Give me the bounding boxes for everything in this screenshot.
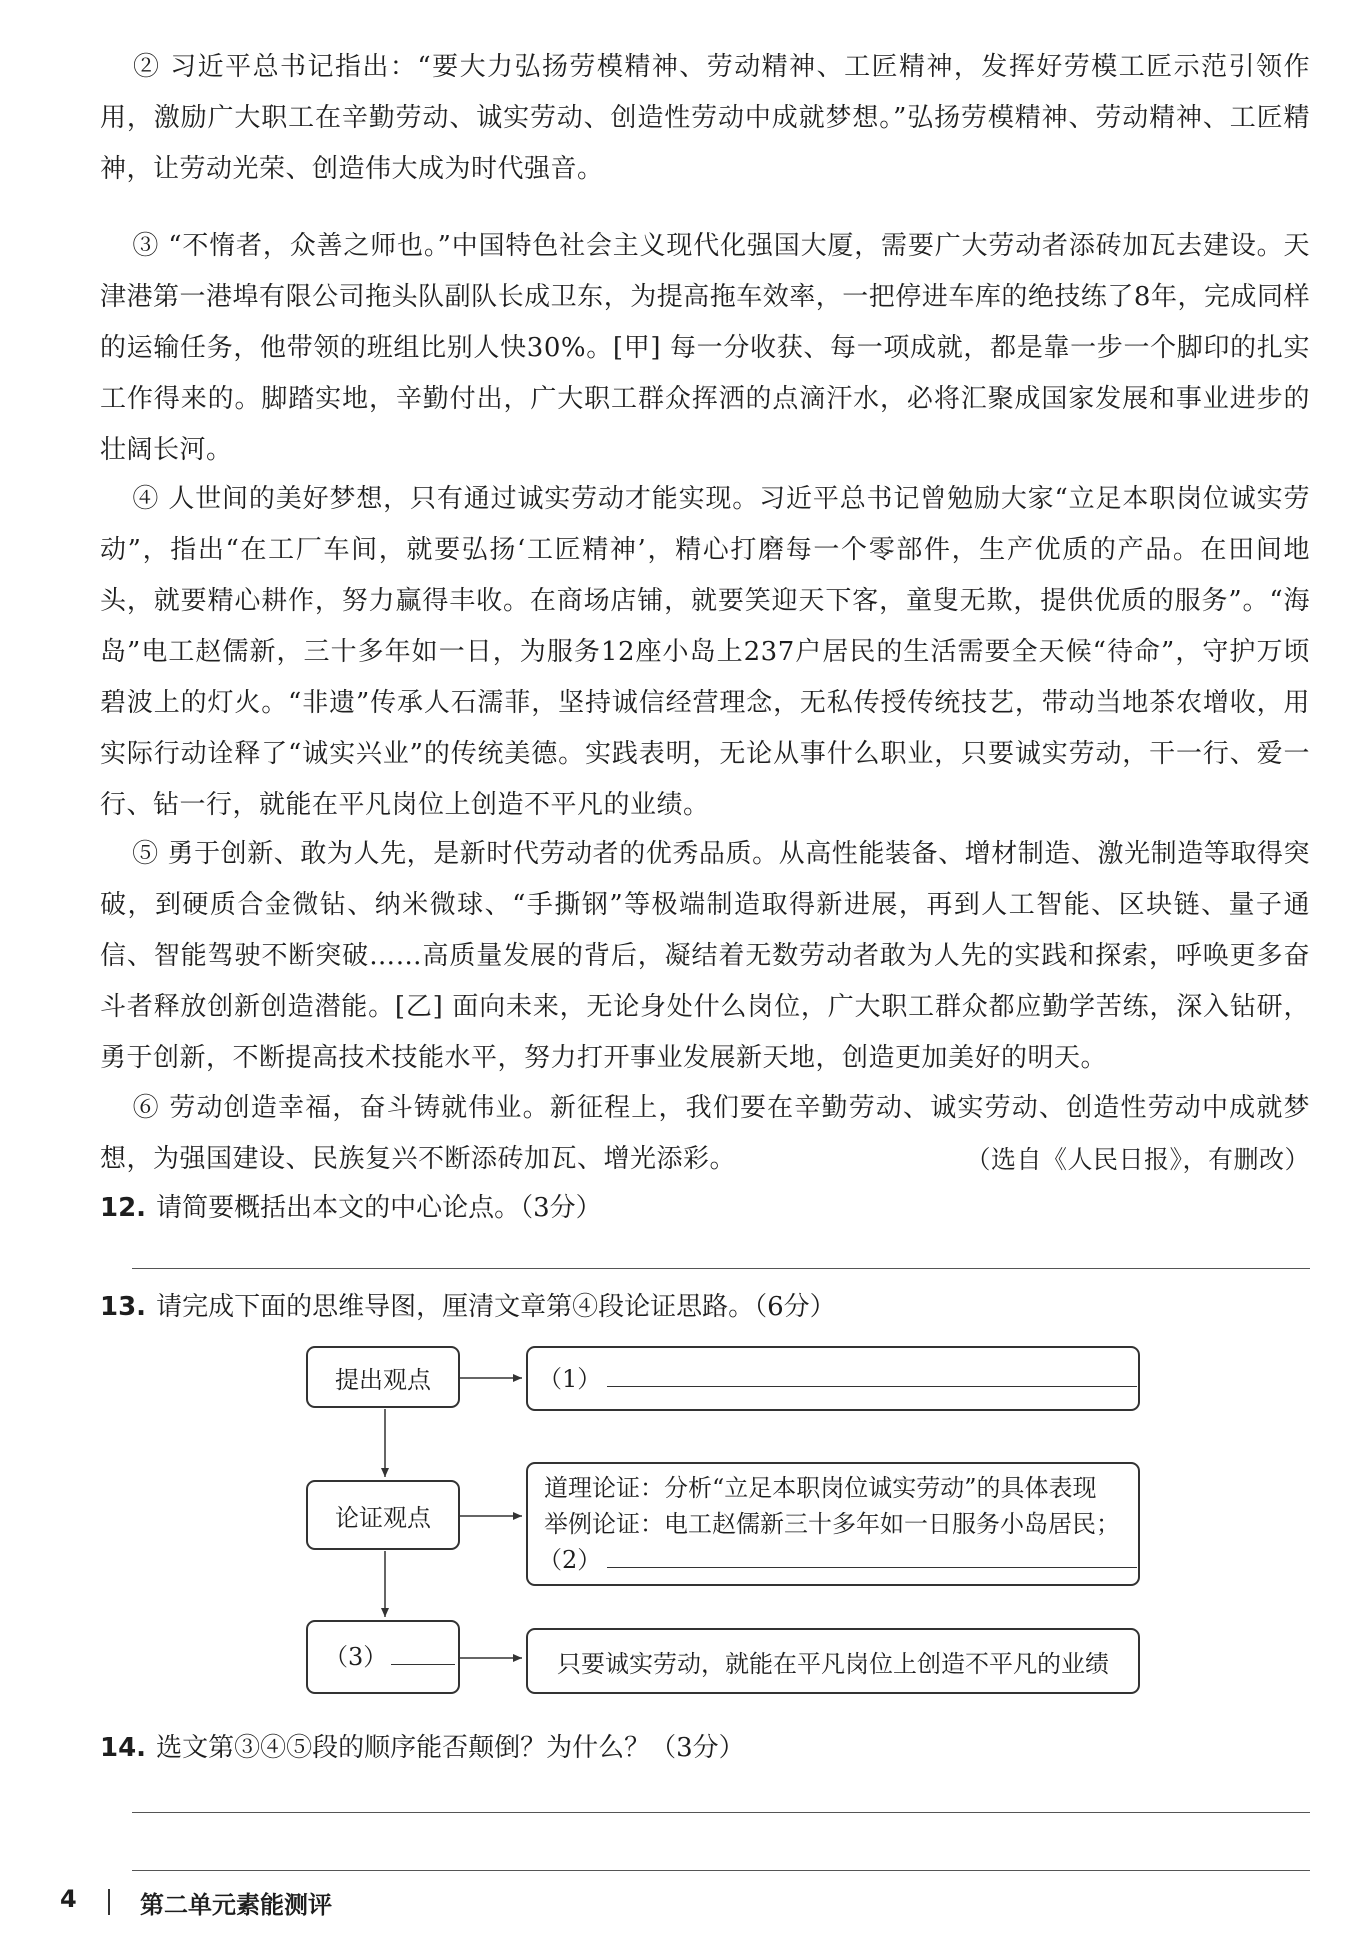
blank-2-row[interactable] xyxy=(538,1542,1122,1578)
reasoning-line: 道理论证：分析“立足本职岗位诚实劳动”的具体表现 xyxy=(544,1474,1097,1502)
box-label: 提出观点 xyxy=(335,1365,431,1394)
question-text: 选文第③④⑤段的顺序能否颠倒？为什么？（3分） xyxy=(156,1733,745,1763)
paragraph-marker: ③ xyxy=(132,231,160,261)
propose-viewpoint-box xyxy=(306,1346,460,1408)
paragraph-marker: ⑤ xyxy=(132,839,159,869)
paragraph-2 xyxy=(100,42,1310,195)
source-note: （选自《人民日报》，有删改） xyxy=(965,1145,1310,1174)
paragraph-4 xyxy=(100,474,1310,831)
blank-1-box[interactable] xyxy=(526,1346,1140,1411)
blank-1-line[interactable] xyxy=(607,1362,1137,1387)
answer-line-14a[interactable] xyxy=(132,1812,1310,1813)
question-12 xyxy=(100,1188,1310,1228)
paragraph-text: 劳动创造幸福，奋斗铸就伟业。新征程上，我们要在辛勤劳动、诚实劳动、创造性劳动中成就梦想，为强国建设、民族复兴不断添砖加瓦、增光添彩。 xyxy=(100,1093,1310,1174)
unit-name: 第二单元素能测评 xyxy=(140,1891,332,1919)
blank-3-label: （3） xyxy=(324,1643,388,1671)
paragraph-marker: ② xyxy=(132,52,161,82)
blank-1-label: （1） xyxy=(538,1365,602,1393)
box-label: 论证观点 xyxy=(335,1503,431,1532)
paragraph-3 xyxy=(100,221,1310,476)
question-text: 请简要概括出本文的中心论点。（3分） xyxy=(156,1193,602,1223)
paragraph-6 xyxy=(100,1083,1310,1185)
question-number: 14. xyxy=(100,1733,147,1763)
blank-2-line[interactable] xyxy=(607,1543,1137,1568)
argue-viewpoint-box xyxy=(306,1480,460,1550)
paragraph-text: 勇于创新、敢为人先，是新时代劳动者的优秀品质。从高性能装备、增材制造、激光制造等取得突破，到硬质合金微钻、纳米微球、“手撕钢”等极端制造取得新进展，再到人工智能、区块链、量子通信、智能驾驶不断突破……高质量发展的背后，凝结着无数劳动者敢为人先的实践和探索，呼唤更多奋斗者释放创新创造潜能。[乙] 面向未来，无论身处什么岗位，广大职工群众都应勤学苦练，深入钻研，勇于创新，不断提高技术技能水平，努力打开事业发展新天地，创造更加美好的明天。 xyxy=(100,839,1310,1073)
example-line: 举例论证：电工赵儒新三十多年如一日服务小岛居民； xyxy=(544,1510,1120,1538)
blank-2-label: （2） xyxy=(538,1546,602,1574)
conclusion-box xyxy=(526,1628,1140,1694)
paragraph-text: 习近平总书记指出：“要大力弘扬劳模精神、劳动精神、工匠精神，发挥好劳模工匠示范引领作用，激励广大职工在辛勤劳动、诚实劳动、创造性劳动中成就梦想。”弘扬劳模精神、劳动精神、工匠精神，让劳动光荣、创造伟大成为时代强音。 xyxy=(100,52,1310,184)
question-number: 12. xyxy=(100,1193,147,1223)
page-number: 4 xyxy=(60,1885,77,1913)
question-text: 请完成下面的思维导图，厘清文章第④段论证思路。（6分） xyxy=(156,1292,836,1322)
question-13 xyxy=(100,1287,1310,1327)
answer-line-12[interactable] xyxy=(132,1268,1310,1269)
answer-line-14b[interactable] xyxy=(132,1870,1310,1871)
paragraph-marker: ⑥ xyxy=(132,1093,160,1123)
box-label: 只要诚实劳动，就能在平凡岗位上创造不平凡的业绩 xyxy=(557,1649,1109,1678)
footer-divider xyxy=(108,1889,110,1915)
question-14 xyxy=(100,1728,1310,1768)
paragraph-5 xyxy=(100,829,1310,1084)
blank-3-line[interactable] xyxy=(391,1640,455,1665)
paragraph-marker: ④ xyxy=(132,484,160,514)
argument-box xyxy=(526,1462,1140,1586)
question-number: 13. xyxy=(100,1292,147,1322)
paragraph-text: “不惰者，众善之师也。”中国特色社会主义现代化强国大厦，需要广大劳动者添砖加瓦去建设。天津港第一港埠有限公司拖头队副队长成卫东，为提高拖车效率，一把停进车库的绝技练了8年，完成同样的运输任务，他带领的班组比别人快30%。[甲] 每一分收获、每一项成就，都是靠一步一个脚印的扎实工作得来的。脚踏实地，辛勤付出，广大职工群众挥洒的点滴汗水，必将汇聚成国家发展和事业进步的壮阔长河。 xyxy=(100,231,1310,465)
blank-3-box[interactable] xyxy=(306,1620,460,1694)
paragraph-text: 人世间的美好梦想，只有通过诚实劳动才能实现。习近平总书记曾勉励大家“立足本职岗位诚实劳动”，指出“在工厂车间，就要弘扬‘工匠精神’，精心打磨每一个零部件，生产优质的产品。在田间地头，就要精心耕作，努力赢得丰收。在商场店铺，就要笑迎天下客，童叟无欺，提供优质的服务”。“海岛”电工赵儒新，三十多年如一日，为服务12座小岛上237户居民的生活需要全天候“待命”，守护万顷碧波上的灯火。“非遗”传承人石濡菲，坚持诚信经营理念，无私传授传统技艺，带动当地茶农增收，用实际行动诠释了“诚实兴业”的传统美德。实践表明，无论从事什么职业，只要诚实劳动，干一行、爱一行、钻一行，就能在平凡岗位上创造不平凡的业绩。 xyxy=(100,484,1310,820)
